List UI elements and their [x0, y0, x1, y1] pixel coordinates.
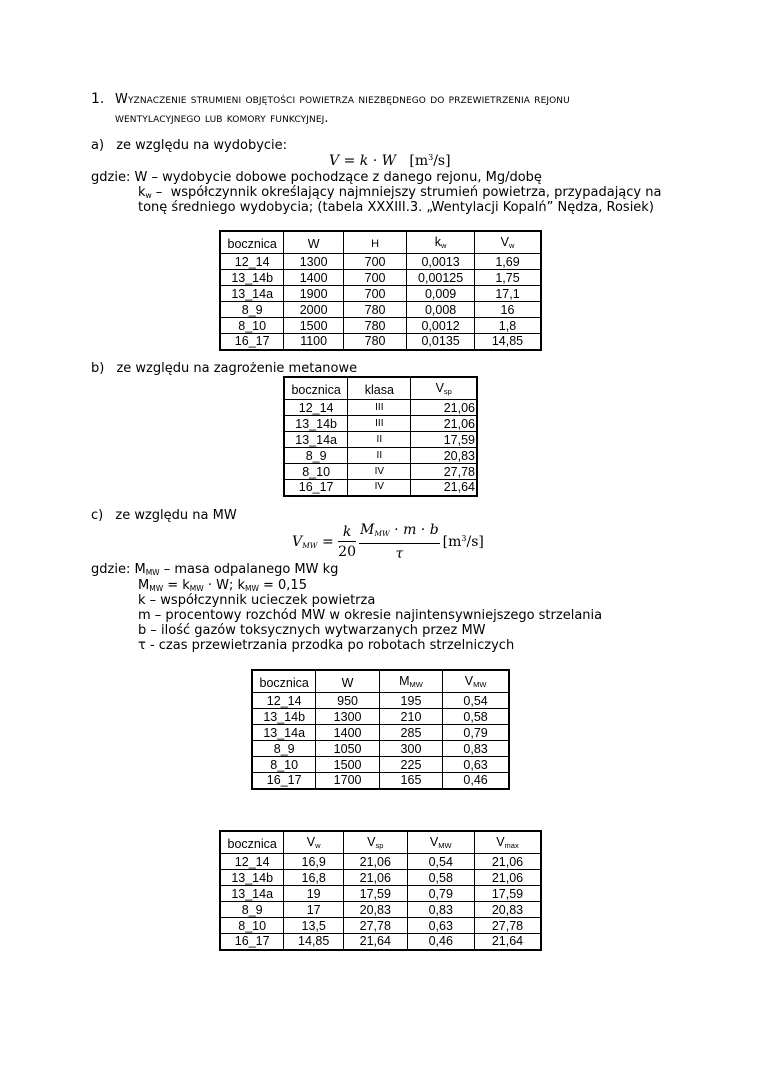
table-row [220, 918, 541, 934]
cell: 285 [379, 725, 442, 741]
cell: 13_14a [284, 432, 348, 448]
cell: 0,83 [407, 902, 474, 918]
cell: 700 [343, 286, 406, 302]
cell: 1,75 [474, 270, 541, 286]
col-kw: $k_w$ [407, 231, 475, 254]
cell: 225 [379, 757, 442, 773]
cell: 1500 [316, 757, 379, 773]
cell: 8_10 [220, 918, 284, 934]
cell: 0,58 [407, 870, 474, 886]
cell: 1,69 [474, 254, 541, 270]
cell: 16_17 [252, 773, 316, 789]
cell: 17,59 [344, 886, 408, 902]
cell: 950 [316, 693, 379, 709]
cell: 17,59 [474, 886, 541, 902]
where-label: gdzie: [91, 170, 131, 185]
col-klasa: klasa [348, 377, 411, 400]
cell: 16_17 [284, 480, 348, 496]
cell: 1400 [284, 270, 344, 286]
section-number: 1. [91, 91, 105, 107]
cell: 780 [343, 318, 406, 334]
cell: 12_14 [220, 854, 284, 870]
col-vsp: $V_{sp}$ [411, 377, 477, 400]
part-c-label: c) [91, 508, 104, 523]
cell: 12_14 [284, 400, 348, 416]
cell: 0,46 [443, 773, 509, 789]
cell: 13_14b [220, 870, 284, 886]
cell: IV [348, 464, 411, 480]
cell: 21,64 [411, 480, 477, 496]
part-c-heading [91, 508, 237, 523]
cell: 20,83 [344, 902, 408, 918]
cell: 16 [474, 302, 541, 318]
def-kw: $k_w$ – współczynnik określający najmniejszy strumień powietrza, przypadający na [138, 185, 662, 200]
col-vw: $V_w$ [284, 831, 344, 854]
section-title-line1: Wyznaczenie strumieni objętości powietrza niezbędnego do przewietrzenia rejonu [115, 92, 570, 107]
col-bocznica: bocznica [284, 377, 348, 400]
cell: 17,59 [411, 432, 477, 448]
part-a-where [91, 170, 542, 185]
cell: 27,78 [344, 918, 408, 934]
cell: 0,0013 [407, 254, 475, 270]
table-row [220, 854, 541, 870]
fraction-k-20 [338, 523, 356, 562]
cell: 0,00125 [407, 270, 475, 286]
summary-table [219, 830, 542, 951]
cell: 16,9 [284, 854, 344, 870]
col-w: W [284, 231, 344, 254]
cell: 195 [379, 693, 442, 709]
table-header-row [284, 377, 477, 400]
col-h: H [343, 231, 406, 254]
table-row [220, 934, 541, 950]
cell: 0,54 [443, 693, 509, 709]
col-vmw: $V_{MW}$ [443, 670, 509, 693]
cell: 0,46 [407, 934, 474, 950]
def-k: k – współczynnik ucieczek powietrza [138, 593, 376, 608]
cell: 0,63 [443, 757, 509, 773]
formula-m-sub: MW [374, 528, 390, 538]
col-mmw: $M_{MW}$ [379, 670, 442, 693]
col-vw: $V_w$ [474, 231, 541, 254]
formula-tau: τ [395, 545, 404, 562]
part-b-heading [91, 361, 357, 376]
cell: 0,79 [407, 886, 474, 902]
def-tau: τ - czas przewietrzania przodka po robotach strzelniczych [138, 638, 515, 653]
col-bocznica: bocznica [220, 231, 284, 254]
table-b [283, 376, 478, 497]
def-m: m – procentowy rozchód MW w okresie najintensywniejszego strzelania [138, 608, 603, 623]
cell: 0,63 [407, 918, 474, 934]
table-header-row [252, 670, 509, 693]
cell: 13_14b [220, 270, 284, 286]
cell: 20,83 [474, 902, 541, 918]
cell: 14,85 [474, 334, 541, 350]
cell: 0,79 [443, 725, 509, 741]
table-row [284, 432, 477, 448]
cell: 0,008 [407, 302, 475, 318]
section-heading [91, 90, 691, 130]
table-row [252, 725, 509, 741]
col-vmax: $V_{max}$ [474, 831, 541, 854]
cell: 0,0012 [407, 318, 475, 334]
cell: 16_17 [220, 334, 284, 350]
cell: 21,06 [474, 870, 541, 886]
table-row [220, 302, 541, 318]
cell: 1300 [284, 254, 344, 270]
cell: 21,06 [474, 854, 541, 870]
table-row [220, 254, 541, 270]
cell: 13_14b [252, 709, 316, 725]
table-row [220, 870, 541, 886]
formula-a: V = k · W $[m^3/s]$ [329, 153, 451, 169]
col-vsp: $V_{sp}$ [344, 831, 408, 854]
cell: 1050 [316, 741, 379, 757]
cell: 27,78 [474, 918, 541, 934]
cell: 780 [343, 334, 406, 350]
table-row [284, 480, 477, 496]
cell: 21,64 [344, 934, 408, 950]
table-a [219, 230, 542, 351]
formula-lhs: V [292, 534, 303, 550]
cell: 17,1 [474, 286, 541, 302]
cell: 12_14 [220, 254, 284, 270]
cell: 0,54 [407, 854, 474, 870]
part-a-heading [91, 138, 287, 153]
table-header-row [220, 231, 541, 254]
cell: 0,009 [407, 286, 475, 302]
table-row [220, 886, 541, 902]
cell: 8_9 [252, 741, 316, 757]
formula-lhs-sub: MW [302, 541, 318, 550]
cell: 13,5 [284, 918, 344, 934]
col-bocznica: bocznica [220, 831, 284, 854]
def-kw-cont: tonę średniego wydobycia; (tabela XXXIII.3. „Wentylacji Kopalń” Nędza, Rosiek) [138, 200, 654, 215]
part-b-label: b) [91, 361, 105, 376]
cell: 0,0135 [407, 334, 475, 350]
cell: 700 [343, 254, 406, 270]
col-vmw: $V_{MW}$ [407, 831, 474, 854]
part-a-title: ze względu na wydobycie: [116, 138, 288, 153]
cell: 1500 [284, 318, 344, 334]
part-a-label: a) [91, 138, 105, 153]
cell: 700 [343, 270, 406, 286]
table-row [220, 334, 541, 350]
cell: 13_14b [284, 416, 348, 432]
cell: 8_10 [252, 757, 316, 773]
formula-k: k [342, 523, 352, 540]
cell: II [348, 448, 411, 464]
cell: 780 [343, 302, 406, 318]
cell: 19 [284, 886, 344, 902]
cell: III [348, 416, 411, 432]
cell: 0,58 [443, 709, 509, 725]
cell: III [348, 400, 411, 416]
cell: 1300 [316, 709, 379, 725]
formula-m: M [359, 521, 375, 538]
cell: 21,64 [474, 934, 541, 950]
where-label: gdzie: [91, 562, 131, 577]
cell: 1100 [284, 334, 344, 350]
fraction-main: $\frac{M_{MW} \cdot m \cdot b}{\tau}$ [359, 521, 439, 562]
cell: 13_14a [252, 725, 316, 741]
table-row [252, 709, 509, 725]
table-row [252, 693, 509, 709]
table-row [284, 464, 477, 480]
cell: 16,8 [284, 870, 344, 886]
def-mmw: $M_{MW} = k_{MW} \cdot W$; $k_{MW} = 0,15$ [138, 578, 307, 593]
col-w: W [316, 670, 379, 693]
cell: 21,06 [344, 870, 408, 886]
table-row [284, 400, 477, 416]
cell: 1900 [284, 286, 344, 302]
table-row [284, 448, 477, 464]
cell: 165 [379, 773, 442, 789]
cell: 0,83 [443, 741, 509, 757]
cell: 16_17 [220, 934, 284, 950]
table-row [220, 286, 541, 302]
cell: 300 [379, 741, 442, 757]
cell: 8_10 [220, 318, 284, 334]
table-row [252, 741, 509, 757]
col-bocznica: bocznica [252, 670, 316, 693]
cell: 1700 [316, 773, 379, 789]
cell: 21,06 [344, 854, 408, 870]
table-row [252, 757, 509, 773]
section-title-line2: wentylacyjnego lub komory funkcyjnej. [115, 111, 329, 126]
cell: 1,8 [474, 318, 541, 334]
cell: II [348, 432, 411, 448]
table-row [220, 318, 541, 334]
cell: 21,06 [411, 400, 477, 416]
cell: 14,85 [284, 934, 344, 950]
cell: 8_9 [284, 448, 348, 464]
table-row [220, 902, 541, 918]
part-c-title: ze względu na MW [115, 508, 237, 523]
cell: 20,83 [411, 448, 477, 464]
cell: 27,78 [411, 464, 477, 480]
cell: 2000 [284, 302, 344, 318]
cell: 17 [284, 902, 344, 918]
cell: 13_14a [220, 286, 284, 302]
cell: IV [348, 480, 411, 496]
cell: 210 [379, 709, 442, 725]
table-row [284, 416, 477, 432]
cell: 12_14 [252, 693, 316, 709]
cell: 21,06 [411, 416, 477, 432]
cell: 1400 [316, 725, 379, 741]
part-b-title: ze względu na zagrożenie metanowe [116, 361, 358, 376]
table-row [252, 773, 509, 789]
table-c [251, 669, 510, 790]
def-b: b – ilość gazów toksycznych wytwarzanych przez MW [138, 623, 486, 638]
table-header-row [220, 831, 541, 854]
cell: 8_9 [220, 302, 284, 318]
cell: 13_14a [220, 886, 284, 902]
formula-den: 20 [338, 543, 356, 560]
def-w: W – wydobycie dobowe pochodzące z danego rejonu, Mg/dobę [134, 170, 542, 185]
cell: 8_10 [284, 464, 348, 480]
cell: 8_9 [220, 902, 284, 918]
formula-c: $V_{MW}$ = $\frac{k}{20}$ $\frac{M_{MW} \cdot m \cdot b}{\tau}$ $[m^3/s]$ [292, 521, 484, 562]
table-row [220, 270, 541, 286]
part-c-where: gdzie: $M_{MW}$ – masa odpalanego MW kg [91, 562, 339, 577]
